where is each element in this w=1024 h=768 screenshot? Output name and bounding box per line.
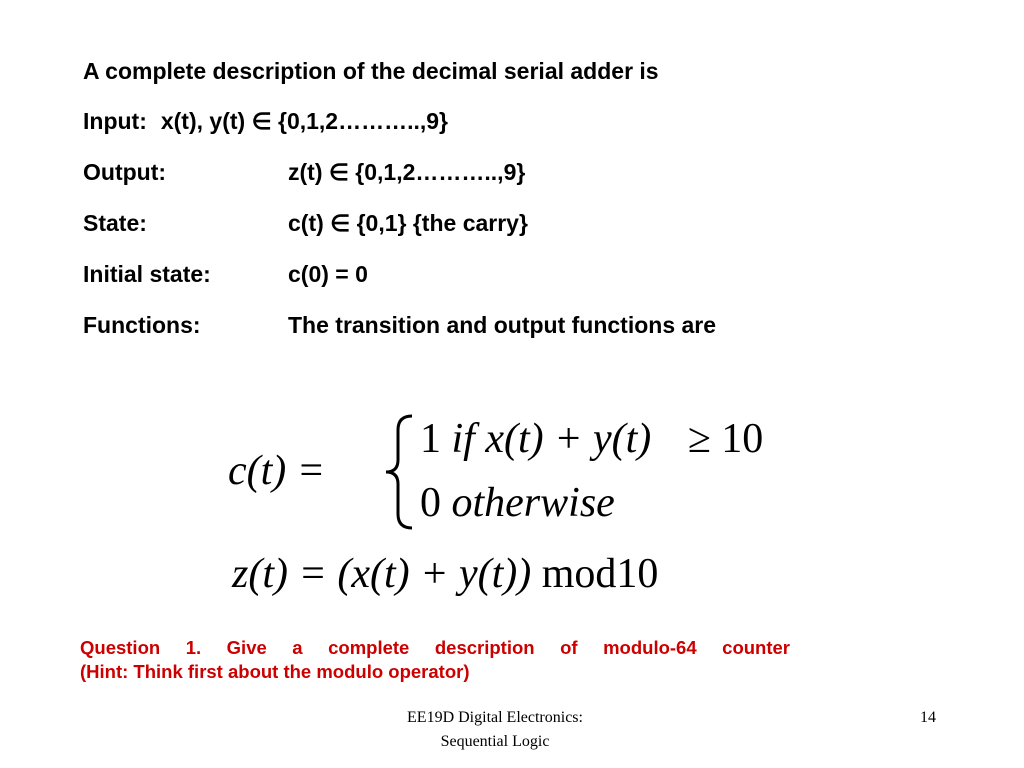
initial-state-value: c(0) = 0 [288, 261, 368, 287]
question-block [80, 636, 790, 684]
case-one-condition: if x(t) + y(t) [451, 416, 652, 462]
slide-heading: A complete description of the decimal serial adder is [83, 58, 659, 84]
case-one-number: 1 [420, 416, 441, 462]
input-row [83, 107, 448, 135]
carry-equation-lhs: c(t) = [228, 448, 326, 494]
page-number: 14 [920, 709, 936, 726]
output-value: z(t) ∈ {0,1,2………..,9} [288, 159, 526, 185]
functions-value: The transition and output functions are [288, 312, 717, 338]
functions-label: Functions: [83, 312, 201, 338]
footer-title [330, 706, 660, 754]
output-equation-body: z(t) = (x(t) + y(t)) [232, 551, 532, 597]
left-brace [382, 412, 418, 532]
question-line: Question 1. Give a complete description of modulo-64 counter [80, 637, 790, 658]
output-equation-mod: mod10 [541, 551, 659, 597]
footer-topic: Sequential Logic [440, 733, 550, 750]
output-row [83, 158, 526, 186]
hint-line: (Hint: Think first about the modulo operator) [80, 661, 470, 682]
carry-case-one [420, 418, 763, 460]
output-equation [232, 553, 658, 595]
input-label: Input: [83, 108, 147, 134]
initial-state-row [83, 260, 368, 288]
state-value: c(t) ∈ {0,1} {the carry} [288, 210, 528, 236]
case-one-threshold: ≥ 10 [687, 416, 764, 462]
initial-state-label: Initial state: [83, 261, 211, 287]
carry-case-two [420, 482, 615, 524]
footer-course: EE19D Digital Electronics: [407, 709, 583, 726]
state-row [83, 209, 528, 237]
case-two-otherwise: otherwise [451, 480, 615, 526]
state-label: State: [83, 210, 147, 236]
input-value: x(t), y(t) ∈ {0,1,2………..,9} [160, 108, 449, 134]
functions-row [83, 311, 717, 339]
output-label: Output: [83, 159, 167, 185]
case-two-number: 0 [420, 480, 441, 526]
